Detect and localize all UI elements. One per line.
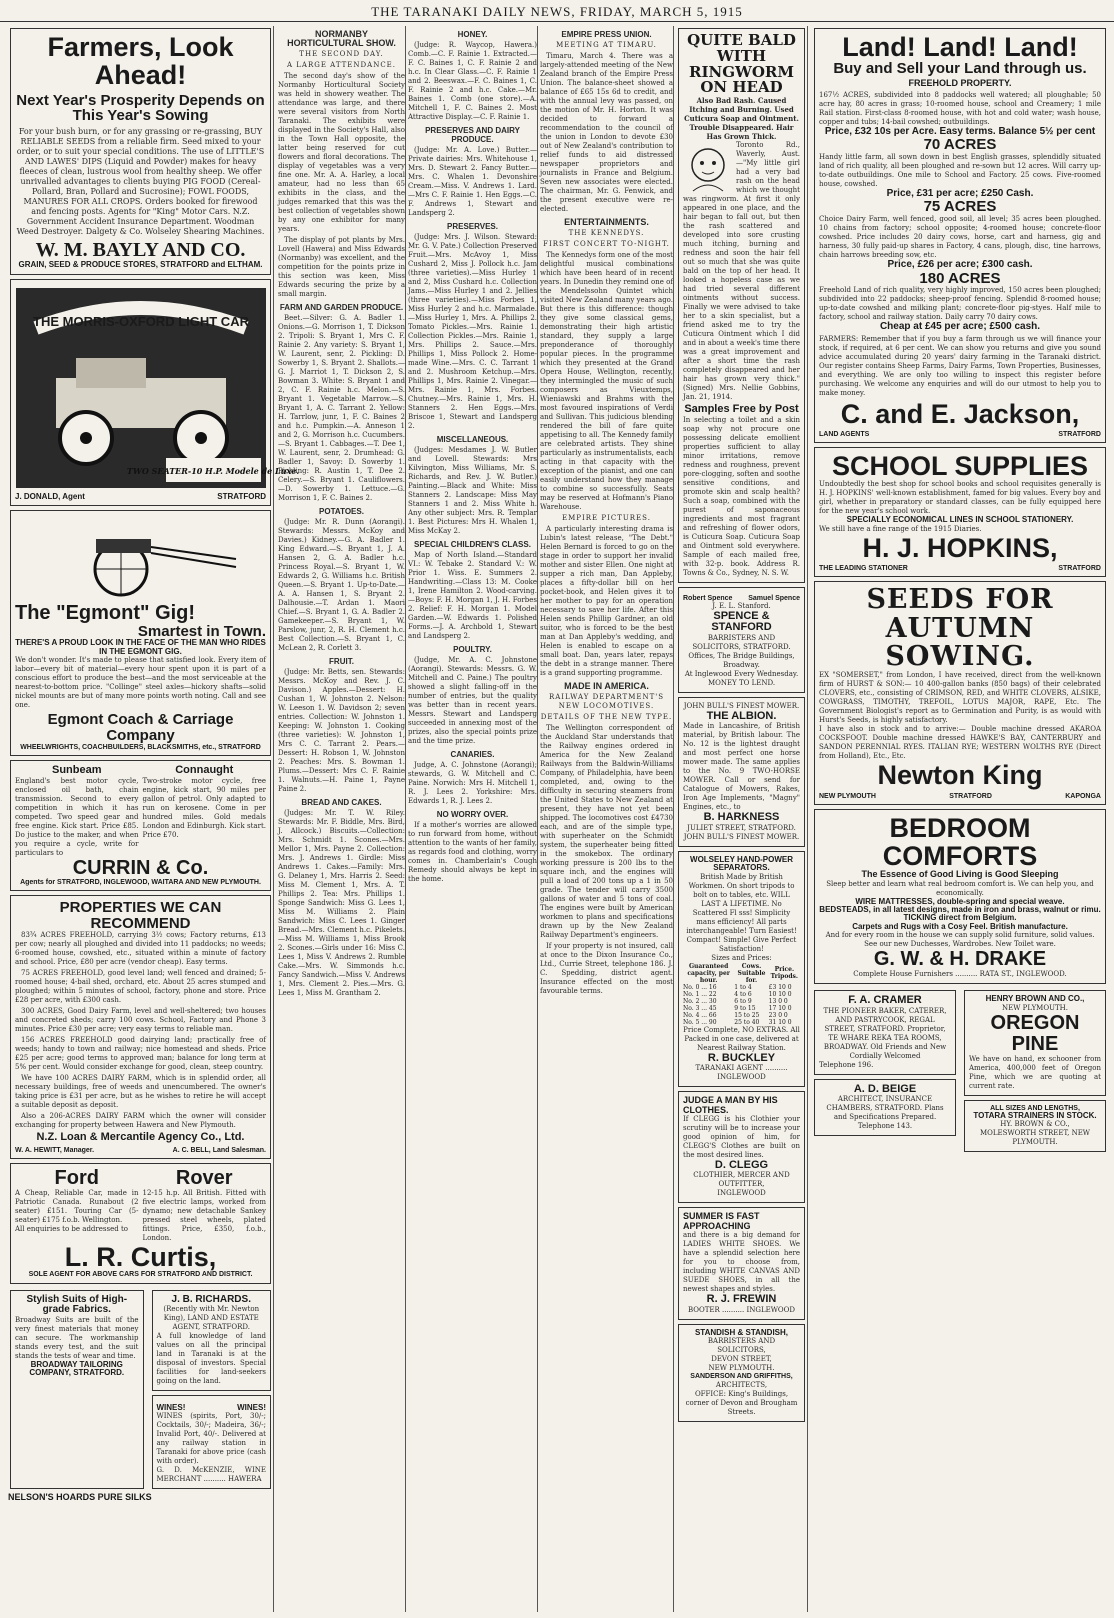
acres-180-heading: 180 ACRES [919, 269, 1001, 287]
ford-body: A Cheap, Reliable Car, made in Patriotic Canada. Runabout (2 seater) £151. Touring Car (5-seater) £175 f.o.b. Wellington. [15, 1188, 139, 1224]
land-p1-price: Price, £32 10s per Acre. Easy terms. Balance 5½ per cent [824, 125, 1096, 137]
acres-75-heading: 75 ACRES [923, 198, 997, 216]
clegg-body: If CLEGG is his Clothier your scrutiny will be to increase your good opinion of him, for CLEGG'S Clothes are built on the most desired lines. [683, 1114, 800, 1159]
sanderson-firm: SANDERSON AND GRIFFITHS, [690, 1373, 793, 1381]
egmont-gig-ad [10, 510, 271, 756]
properties-ad [10, 895, 271, 1159]
hopkins-ad [814, 447, 1106, 577]
seeds-title: SEEDS FOR AUTUMN SOWING. [866, 584, 1054, 672]
henry-name: HENRY BROWN AND CO., [985, 994, 1085, 1004]
honey-heading: HONEY. [457, 30, 488, 39]
standish-firm: STANDISH & STANDISH, [694, 1327, 789, 1337]
gig-sub: Smartest in Town. [137, 622, 266, 640]
kennedys-heading: THE KENNEDYS. [568, 229, 645, 237]
cramer-ad [814, 990, 956, 1075]
horticultural-intro: The second day's show of the Normanby Horticultural Society was held in showery weather. The attendance was large, and there were several visitors from North Taranaki. The exhibits were displayed in the Society's Hall, also in the Town Hall opposite, the latter being reserved for cut flowers and floral decorations. The display of vegetables was a very fine one. Mr. A. A. Harley, a local amateur, had no less than 65 exhibits in the class, and the judges remarked that this was the best collection of vegetables shown by any one exhibitor for many years. [278, 72, 405, 233]
horticultural-sub1: THE SECOND DAY. [299, 50, 384, 58]
bottom-row-c1 [8, 1288, 273, 1494]
wines-merchant: G. D. McKENZIE, WINE MERCHANT .......... HAWERA [156, 1466, 266, 1484]
empire-pictures-heading: EMPIRE PICTURES. [562, 514, 651, 522]
newton-king-town-1: NEW PLYMOUTH [819, 792, 876, 800]
farmers-body: For your bush burn, or for any grassing or re-grassing, BUY RELIABLE SEEDS from a reliable firm. Seed mixed to your order, or to suit your special conditions. The use of LITTLE'S AND LAWES' DIPS (Liquid and Powder) makes for heavy fleeces of clean, lustrous wool from healthy sheep. We offer unrivalled advantages to clients buying PIG FOOD (Cereal-Pollard, Bran, Pollard and Sucrosine); FOWL FOODS, MANURES FOR ALL CROPS. Orders booked for firewood and fencing posts. Agents for "King" Motor Cars. N.Z. Government Accident Insurance Department. Woodman Weed Destroyer. Dalgety & Co. Wolseley Shearing Machines. [16, 127, 265, 237]
canaries-list: Judge, A. C. Johnstone (Aorangi); stewards, G. W. Mitchell and C. Paine. Norwich: Mrs H. Mitchell 1, R. J. Lees 2. Yorkshire: Mrs. Edwards 1, R. J. Lees 2. [408, 761, 537, 805]
farmers-title: Farmers, Look Ahead! [47, 32, 234, 91]
nzloan-firm: N.Z. Loan & Mercantile Agency Co., Ltd. [36, 1131, 245, 1144]
bayly-firm: W. M. BAYLY AND CO. [35, 239, 246, 262]
bedroom-p2: WIRE MATTRESSES, double-spring and special weave. [855, 896, 1065, 906]
gig-lead: THERE'S A PROUD LOOK IN THE FACE OF THE MAN WHO RIDES IN THE EGMONT GIG. [15, 638, 266, 656]
column-1 [8, 26, 299, 1612]
frewin-ad [678, 1207, 805, 1319]
currin-ad [10, 760, 271, 891]
masthead: THE TARANAKI DAILY NEWS, FRIDAY, MARCH 5, 1915 [0, 0, 1114, 22]
table-cell: 1 to 4 [734, 983, 752, 991]
table-cell: £3 10 0 [768, 983, 792, 991]
morris-caption: TWO SEATER-10 H.P. Modele de Luxe. [126, 465, 299, 476]
misc-list: (Judges: Mesdames J. W. Butler and Lovell. Stewards: Mrs Kilvington, Miss Williams, Mr. S. Richards, and Rev. J. W. Butler.) Painting.—Black and White: Miss Stanners 2. Landscape: Miss May Stanners 1 and 2. Miss White h. Any other subject: Mrs. R. Templar 1. Best Pictures: Mrs H. Whalen 1, Miss McKay 2. [408, 446, 537, 535]
currin-agents: Agents for STRATFORD, INGLEWOOD, WAITARA AND NEW PLYMOUTH. [20, 878, 261, 886]
clegg-firm: D. CLEGG [714, 1158, 769, 1171]
press-body: Timaru, March 4. There was a largely-attended meeting of the New Zealand branch of the Empire Press Union. The balance-sheet showed a balance of £65 15s 6d to credit, and with the annual levy was passed, on the motion of Mr. H. Horton. It was decided to forward a recommendation to the council of the union in London to devote £30 out of New Zealand's contribution to relief funds to aid distressed newspaper proprietors and journalists in France and Belgium. Seven new associates were elected. The chairman, Mr. G. Fenwick, and the present executive were re-elected. [540, 52, 673, 213]
cuticura-body: Toronto Rd., Waverly, Aust.—"My little girl had a very bad rash on the head which we thought was ringworm. At first it only appeared in one place, and the hair began to fall out, but then the rash scattered and developed into sore crusting much itching, burning and redness and soon the hair fell out so much that she was quite bald on the top of her head. It looked a hopeless case as we had tried several different ointments without success. Finally we were advised to take her to a skin specialist, but a friend asked me to try the Cuticura Ointment which I did and in about a week's time there was a great improvement and after a short time the rash completely disappeared and her hair has grown very thick." (Signed) Mrs. Nellie Gobbins, Jan. 21, 1914. [683, 141, 800, 401]
property-item: 156 ACRES FREEHOLD good dairying land; practically free of weeds; handy to town and railway; nice homestead and sheds. Price £25 per acre; good terms to approved man; balance for long term at 5% per cent. Would consider exchange for good, clean, steep country. [15, 1036, 266, 1072]
property-item: 75 ACRES FREEHOLD, good level land; well fenced and drained; 5-roomed house; 4-bail shed, orchard, etc. About 25 acres stumped and ploughed; within 5 minutes of school, factory, phone and store. Price £28 per acre, with £300 cash. [15, 969, 266, 1005]
press-sub: MEETING AT TIMARU. [556, 41, 657, 49]
table-cell: 9 to 15 [734, 1004, 756, 1012]
table-row [683, 1005, 800, 1012]
preserves-heading: PRESERVES. [447, 222, 498, 231]
cuticura-title: QUITE BALD WITH RINGWORM ON HEAD [687, 31, 796, 97]
land-p3-price: Price, £26 per acre; £300 cash. [887, 259, 1033, 271]
richards-ad [152, 1290, 272, 1392]
jackson-firm: C. and E. Jackson, [840, 398, 1080, 429]
cramer-name: F. A. CRAMER [848, 994, 922, 1007]
spence-stanford-ad [678, 587, 805, 693]
potatoes-heading: POTATOES. [319, 507, 364, 516]
gig-illustration [41, 519, 241, 599]
lawyer-name-2: Samuel Spence [748, 594, 800, 602]
gig-title: The "Egmont" Gig! [15, 601, 196, 624]
wines-ad [152, 1395, 272, 1489]
children-heading: SPECIAL CHILDREN'S CLASS. [414, 540, 531, 549]
america-sub2: DETAILS OF THE NEW TYPE. [540, 713, 673, 721]
horticultural-article [278, 30, 405, 998]
motorcycles-row [15, 765, 266, 858]
buckley-addr: TARANAKI AGENT .......... INGLEWOOD [695, 1064, 788, 1082]
column-5 [676, 26, 808, 1612]
bedroom-p5: And for every room in the house we can supply solid furniture, solid values. See our new Duchesses, Wardrobes. New Toilet ware. [825, 931, 1095, 949]
entertainments-heading: ENTERTAINMENTS. [564, 217, 649, 227]
ford-title: Ford [54, 1166, 99, 1189]
table-cell: 13 0 0 [768, 997, 788, 1005]
property-item: We have 100 ACRES DAIRY FARM, which is in splendid order, all necessary buildings, free of weeds and unencumbered. The owner's taking price is £31 per acre, but as he wishes to retire he will accept a suitable deposit as deposit. [15, 1074, 266, 1110]
table-cell: 10 10 0 [768, 990, 792, 998]
spence-offices: Offices, The Bridge Buildings, Broadway. [688, 651, 795, 669]
beige-body: ARCHITECT, INSURANCE CHAMBERS, STRATFORD. Plans and Specifications Prepared. Telephone 143. [826, 1095, 944, 1131]
currin-firm: CURRIN & Co. [72, 856, 209, 879]
morris-agent-row [15, 492, 266, 501]
standish-addr: DEVON STREET, [711, 1355, 772, 1364]
bedroom-p3: BEDSTEADS, in all latest designs, made in iron and brass, walnut or rimu. TICKING direct from Belgium. [819, 905, 1101, 923]
morris-town: STRATFORD [217, 491, 266, 501]
horticultural-sub2: A LARGE ATTENDANCE. [286, 61, 397, 69]
drake-ad [814, 809, 1106, 985]
properties-list [15, 931, 266, 1130]
noworry-text: If a mother's worries are allowed to run forward from home, without attention to the wants of her family, as regards food and clothing, worry comes in. Chamberlain's Cough Remedy should always be kept in the home. [408, 821, 537, 883]
standish-role: BARRISTERS AND SOLICITORS, [707, 1337, 776, 1355]
acres-70-heading: 70 ACRES [923, 136, 997, 154]
press-heading: EMPIRE PRESS UNION. [561, 30, 652, 39]
misc-heading: MISCELLANEOUS. [436, 435, 509, 444]
farmers-sub: Next Year's Prosperity Depends on This Year's Sowing [16, 91, 265, 125]
clegg-ad [678, 1091, 805, 1203]
table-row [683, 1019, 800, 1026]
honey-article [408, 30, 537, 884]
drake-firm: G. W. & H. DRAKE [873, 948, 1047, 971]
freehold-heading: FREEHOLD PROPERTY. [908, 78, 1012, 89]
america-sub: RAILWAY DEPARTMENT'S NEW LOCOMOTIVES. [548, 693, 665, 710]
connaught-body: Two-stroke motor cycle, free engine, kick start, 90 miles per gallon of petrol. Only adapted to run on kerosene. Come in per hundred miles. Gold medals London and Edinburgh. Kick start. Price £70. [142, 776, 266, 839]
lawyer-names [683, 595, 800, 602]
samples-title: Samples Free by Post [684, 403, 799, 415]
morris-car-illustration [16, 288, 299, 488]
newton-king-firm: Newton King [877, 760, 1043, 791]
fruit-heading: FRUIT. [329, 657, 354, 666]
albion-body: Made in Lancashire, of British material, by British labour. The No. 12 is the lightest draught and most perfect one horse mower made. The same applies to the No. 9 TWO-HORSE MOWER. Call or send for Catalogue of Mowers, Rakes, Iron Age Implements, "Magny" Engines, etc., to [683, 722, 800, 812]
oregon-body: We have on hand, ex schooner from America, 400,000 feet of Oregon Pine, which we are quoting at current rate. [969, 1054, 1101, 1090]
jackson-town: STRATFORD [1058, 431, 1101, 439]
beige-name: A. D. BEIGE [853, 1082, 917, 1095]
farm-produce-heading: FARM AND GARDEN PRODUCE. [279, 303, 404, 312]
poultry-heading: POULTRY. [453, 645, 492, 654]
fruit-list: (Judge: Mr. Betts, sen. Stewards: Messrs. McKoy and Rev. J. C. Davison.) Apples.—Dessert: H. Cushan 1, W. Johnston 2. Nelson: W. Leeson 1. W. Davidson 2; seven entries. Collection: W. Johnston 1. Keeping: W. Johnston 1. Cooking (three varieties): W. Johnston 1, Mrs C. C. Tarrant 2. Pears.—Dessert: H. Robson 1, W. Johnston 2. Peaches: Mrs. S. Bowman 1. Plums.—Dessert: Mrs C. F. Rainie 1. Walnuts.—H. Paine 1, Payne Paine 2. [278, 668, 405, 793]
clegg-title: JUDGE A MAN BY HIS CLOTHES. [683, 1095, 778, 1115]
connaught-title: Connaught [175, 763, 234, 776]
farm-produce-list: Beet.—Silver: G. A. Badler 1. Onions.—G. Morrison 1, T. Dickson 2. Tripoli: S. Bryant 1, Mrs C. F. Rainie 2. Any variety: S. Bryant 1, W. Laurent, senr, 2. Pickling: D. Sowerby 1, S. Bryant 2. Shallots.—G. J. Marriot 1, T. Dickson 2, S. Bowman 3. White: S. Bryant 1 and 2, C. F. Rainie h.c. Melon.—S. Bryant 1. Vegetable Marrow.—S. Bryant 1, A. C. Tarrant 2. Yellow: H. Tarrlow, junr, 1, F. C. Baines 2 and h.c. Pumpkin.—A. Anneson 1 and 2, G. Morrison h.c. Cucumbers.—S. Bryant 1. Cabbages.—T. Dee 1, W. Laurent, senr, 2. Drumhead: G. Badler 1, Savoy: D. Sowerby 1. Pickling: R. Austin 1, T. Dee 2. Celery.—S. Bryant 1. Cauliflowers.—D. Sowerby 1. Lettuce.—G. Morrison 1, F. C. Baines 2. [278, 314, 405, 502]
harkness-firm: B. HARKNESS [703, 811, 780, 824]
wolseley-title: WOLSELEY HAND-POWER SEPARATORS. [690, 854, 793, 873]
preserves-list: (Judge: Mrs. J. Wilson. Steward: Mr. G. V. Pate.) Collection Preserved Fruit.—Mrs. McAvoy 1, Miss Cushard 2, Miss J. Pollock h.c. Jam (three varieties).—Miss Hurley 1 and 2, Miss Cushard h.c. Collection Jams.—Miss Hurley 1 and 2. Jellies (three varieties).—Miss Forbes 1, Miss Hurley 2 and h.c. Marmalade.—Miss Hurley 1, Mrs. A. Phillips 2. Tomato Pickles.—Mrs. Rainie 1. Collection Pickles.—Mrs. Rainie 1, Mrs. Phillips 2. Sauce.—Mrs. Phillips 1, Miss Pollock 2. Home-made Wine.—Mrs. C. C. Tarrant 1 and 2. Mushroom Ketchup.—Mrs. Phillips 1, Mrs. Rainie 2. Vinegar.—Mrs. Rainie 1, Mrs. Forbes. Chutney.—Mrs. Rainie 1, Mrs. H. Stanners 2. Hen Eggs.—Mrs. Briscoe 1, Stewart and Landsperg 2. [408, 233, 537, 430]
albion-ad [678, 697, 805, 847]
bottom-row-c6 [812, 988, 1108, 1156]
totara-ad [964, 1100, 1106, 1153]
table-row [683, 998, 800, 1005]
standish-town: NEW PLYMOUTH. [708, 1364, 775, 1373]
school-title: SCHOOL SUPPLIES [831, 451, 1089, 482]
bedroom-title: BEDROOM COMFORTS [882, 812, 1038, 871]
sunbeam-body: England's best motor cycle, enclosed oil bath, chain transmission. Second to every competition in which it has competed. Two speed gear and free engine. Kick start. Price £85. Do justice to the maker, and when you require a cycle, write for particulars to [15, 776, 139, 857]
bedroom-sub: The Essence of Good Living is Good Sleeping [861, 869, 1059, 880]
gig-body: We don't wonder. It's made to please that satisfied look. Every item of labor—every bit of material—every hour spent upon it is part of a conscious effort to produce the best—and the most serviceable at the nearest-to-bottom price. "Collinge" steel axles—hickory shafts—solid nickel mounts are but of many more points worth noting. Call and see one. [15, 656, 266, 710]
table-cell: 23 0 0 [768, 1011, 788, 1019]
land-p4-price: Cheap at £45 per acre; £500 cash. [879, 321, 1041, 333]
samples-body: In selecting a toilet and a skin soap why not procure one possessing delicate emollient properties sufficient to allay minor irritations, remove redness and roughness, prevent pore-clogging, soften and soothe sensitive conditions, and promote skin and scalp health? Such a soap, combined with the purest of saponaceous ingredients and most fragrant and refreshing of flower odors, is Cuticura Soap. Cuticura Soap and Ointment sold everywhere. Sample of each mailed free, with 32-p. book. Address R. Towns & Co., Sydney, N. S. W. [683, 415, 800, 577]
table-cell: 31 10 0 [768, 1018, 792, 1026]
bread-heading: BREAD AND CAKES. [301, 798, 382, 807]
wines-title: WINES! [156, 1403, 186, 1413]
poultry-list: (Judge, Mr. A. C. Johnstone (Aorangi). Stewards: Messrs. G. W. Mitchell and C. Paine.) The poultry showed a slight falling-off in the number of entries, but the quality was better than in recent years. Messrs. Stewart and Landsperg succeeded in annexing most of the prizes, also the special points prize and the time prize. [408, 656, 537, 745]
horticultural-p2: The display of pot plants by Mrs. Lovell (Hawera) and Miss Edwards (Normanby) was excellent, and the competition for the points prize in this section was keen, Miss Edwards securing the prize by a small margin. [278, 236, 405, 298]
beige-ad [814, 1079, 956, 1137]
buckley-firm: R. BUCKLEY [707, 1051, 776, 1064]
cramer-phone: Telephone 196. [819, 1060, 874, 1069]
table-header: Cows. Suitable for. [737, 962, 766, 984]
canaries-heading: CANARIES. [450, 750, 495, 759]
table-cell: 17 10 0 [768, 1004, 792, 1012]
hopkins-role: THE LEADING STATIONER [819, 565, 908, 573]
hopkins-town: STRATFORD [1058, 565, 1101, 573]
sanderson-office: OFFICE: King's Buildings, corner of Devon and Brougham Streets. [685, 1389, 798, 1416]
lawyer-name-1: Robert Spence [683, 594, 733, 602]
properties-title: PROPERTIES WE CAN RECOMMEND [59, 898, 222, 932]
sizes-top: ALL SIZES AND LENGTHS, [990, 1104, 1080, 1112]
honey-list: (Judge: R. Waycop, Hawera.) Comb.—C. F. Rainie 1. Extracted.—F. C. Baines 1, C. F. Rainie 2 and h.c. In Clear Glass.—C. F. Rainie 1 and 2. Beeswax.—F. C. Baines 1, C. F. Rainie 2 and h.c. Cake.—Mr. Baines 1. Comb (one store).—A. Mitchell 1, F. C. Baines 2. Most Attractive Display.—C. F. Rainie 1. [408, 41, 537, 121]
nzloan-salesman: A. C. BELL, Land Salesman. [172, 1146, 266, 1154]
table-cell: 15 to 25 [734, 1011, 760, 1019]
rover-body: 12-15 h.p. All British. Fitted with five electric lamps, worked from dynamo; new detachable Sankey pressed steel wheels, plated fittings. Price, £350, f.o.b., London. [142, 1188, 266, 1242]
oregon-title: OREGON PINE [990, 1011, 1080, 1055]
america-heading: MADE IN AMERICA. [564, 681, 649, 691]
land-p4: Freehold Land of rich quality, very highly improved, 150 acres been ploughed; subdivided into 22 paddocks; sheep-proof fencing. Splendid 8-roomed house; up-to-date cowshed and milking plant; concrete-floor pig-styes. Half mile to factory, school and railway station. Daily carry 70 dairy cows. [819, 286, 1101, 322]
column-6 [812, 26, 1108, 1612]
curtis-ad [10, 1163, 271, 1284]
broadway-firm: BROADWAY TAILORING COMPANY, STRATFORD. [29, 1359, 125, 1377]
albion-top: JOHN BULL'S FINEST MOWER. [683, 701, 800, 710]
wolseley-price: Price Complete, NO EXTRAS. All Packed in one case, delivered at Nearest Railway Station. [683, 1025, 800, 1052]
kennedys-sub: FIRST CONCERT TO-NIGHT. [543, 240, 670, 248]
frewin-role: BOOTER .......... INGLEWOOD [687, 1305, 796, 1314]
summer-title: SUMMER IS FAST APPROACHING [683, 1211, 760, 1231]
summer-body: and there is a big demand for LADIES WHITE SHOES. We have a splendid selection here for you to choose from, including WHITE CANVAS AND SUEDE SHOES, in all the newest shapes and styles. [683, 1231, 800, 1294]
cramer-body: THE PIONEER BAKER, CATERER, AND PASTRYCOOK, REGAL STREET, STRATFORD. Proprietor, TE WHARE REKA TEA ROOMS, BROADWAY. Old Friends and New Cordially Welcomed [823, 1006, 947, 1060]
standish-ad [678, 1324, 805, 1422]
nelsons-ad: NELSON'S HOARDS PURE SILKS [8, 1492, 152, 1503]
totara-title: TOTARA STRAINERS IN STOCK. [973, 1111, 1097, 1120]
ford-cta: All enquiries to be addressed to [15, 1224, 128, 1233]
totara-firm: HY. BROWN & CO., [1000, 1120, 1070, 1129]
children-list: Map of North Island.—Standard VI.: W. Tebake 2. Standard V.: W. Prior 1. Wiss. E. Summers 2. Handwriting.—Class 13: M. Cooke 1, Irene Hamilton 2. Wood-carving.—Boys: F. H. Morgan 1, J. H. Forbes 2. Relief: F. H. Morgan 1. Model Garden.—W. Edwards 1. Polished Forms.—J. A. Archbold 1, Stewart and Landsperg 2. [408, 551, 537, 640]
egmont-firm: Egmont Coach & Carriage Company [47, 711, 234, 744]
newton-king-town-3: KAPONGA [1065, 792, 1101, 800]
stylish-body: Broadway Suits are built of the very finest materials that money can secure. The workmanship stands every test, and the suit stands the tests of wear and time. [15, 1315, 139, 1360]
harkness-addr: JULIET STREET, STRATFORD. [687, 823, 796, 832]
wolseley-sizes: Sizes and Prices: [711, 953, 772, 962]
spence-inglewood: At Inglewood Every Wednesday. [684, 669, 799, 678]
table-row [683, 1012, 800, 1019]
column-3 [408, 26, 538, 1612]
richards-body: A full knowledge of land values on all the principal land in Taranaki is at the disposal of investors. Special facilities for land-seekers going on the land. [156, 1332, 266, 1386]
school-range: We still have a fine range of the 1915 Diaries. [819, 524, 982, 533]
lawyer-name-3: J. E. L. Stanford. [712, 601, 771, 610]
spence-firm: SPENCE & STANFORD [711, 609, 772, 634]
wolseley-price-table [683, 963, 800, 1026]
table-cell: No. 1 ... 22 [683, 990, 717, 998]
child-portrait-illustration [683, 143, 733, 193]
cuticura-sub: Also Bad Rash. Caused Itching and Burning. Used Cuticura Soap and Ointment. Trouble Disappeared. Hair Has Grown Thick. [684, 96, 799, 141]
table-row [683, 984, 800, 991]
table-cell: No. 3 ... 45 [683, 1004, 717, 1012]
america-body: The Wellington correspondent of the Auckland Star understands that the Railway engines ordered in America for the New Zealand Railways from the Baldwin-Williams Company, of Philadelphia, have been completed, and, owing to the difficulty in securing steamers from the United States to New Zealand at present, they have not yet been shipped. The locomotives cost £4730 each, and are of the simple type, with superheater on the Schmidt system, the superheater being fitted in the smokebox. The ordinary working pressure is 200 lbs to the square inch, and the engines will pull a load of 200 tons up a 1 in 50 grade. The tender will carry 3500 gallons of water and 5 tons of coal. The engines were built by American workmen to plans and specifications drawn up by the New Zealand Railway Department's engineers. [540, 724, 673, 939]
property-item: Also a 206-ACRES DAIRY FARM which the owner will consider exchanging for property between Hawera and New Plymouth. [15, 1112, 266, 1130]
egmont-firm-sub: WHEELWRIGHTS, COACHBUILDERS, BLACKSMITHS, etc., STRATFORD [20, 743, 261, 751]
table-cell: No. 0 ... 16 [683, 983, 717, 991]
dairy-list: (Judge: Mr. A. Love.) Butter.—Private dairies: Mrs. Whitehouse 1, Mrs. D. Stewart 2. Fancy Butter.—Mrs. C. Whalen 1. Devonshire Cream.—Miss. V. Andrews 1. Lard.—Mrs C. F. Rainie 1. Hen Eggs.—C. F. Andrews 1, Stewart and Landsperg 2. [408, 146, 537, 217]
stylish-title: Stylish Suits of High-grade Fabrics. [26, 1293, 128, 1316]
henry-brown-ad [964, 990, 1106, 1095]
spence-role: BARRISTERS AND SOLICITORS, STRATFORD. [692, 633, 791, 651]
hopkins-firm: H. J. HOPKINS, [862, 532, 1058, 563]
land-p2: Handy little farm, all sown down in best English grasses, splendidly situated land of rich quality, all been ploughed and re-sown but 12 acres. Will carry up-to-date outbuildings. One mile to School and Factory. 25 cows. Five-roomed house, cowshed. [819, 152, 1101, 188]
wines-title-2: WINES! [237, 1403, 266, 1413]
school-body: Undoubtedly the best shop for school books and school requisites generally is H. J. HOPKINS' well-known establishment, famed for big values. Every boy and girl, whether in preparatory or standard classes, can be fully equipped here for the new year's school work. [819, 480, 1101, 516]
nzloan-manager: W. A. HEWITT, Manager. [15, 1146, 95, 1154]
curtis-firm: L. R. Curtis, [64, 1241, 217, 1272]
land-p2-price: Price, £31 per acre; £250 Cash. [886, 187, 1034, 199]
clegg-town: INGLEWOOD [717, 1189, 766, 1198]
noworry-heading: NO WORRY OVER. [436, 810, 509, 819]
newton-king-town-2: STRATFORD [949, 792, 992, 800]
jackson-land-ad [814, 28, 1106, 443]
column-2 [278, 26, 406, 1612]
wolseley-body: British Made by British Workmen. On short tripods to bolt on to tables, etc. WILL LAST A LIFETIME. No Scattered Fl sss! Simplicity mans efficiency! All parts interchangeable! Turn Easiest! Compact! Simple! Give Perfect Satisfaction! [686, 872, 797, 953]
jackson-agents: LAND AGENTS [819, 431, 870, 439]
dairy-heading: PRESERVES AND DAIRY PRODUCE. [425, 126, 520, 144]
spence-money: MONEY TO LEND. [707, 678, 776, 687]
seeds-p1: EX "SOMERSET," from London, I have received, direct from the well-known firm of HURST & SON:— 10 400-gallon banks (850 bags) of their celebrated CLOVERS, etc., consisting of CRIMSON, RED, and WHITE CLOVERS, ALSIKE, COWGRASS, TIMOTHY, TREFOIL, LOTUS MAJOR, RAPE, Etc. The Government Biologist's report as to Germination and Purity, is as would with Hurst's Seeds, is highly satisfactory. [819, 671, 1101, 725]
broadway-ad [10, 1290, 144, 1490]
bayly-sub: GRAIN, SEED & PRODUCE STORES, STRATFORD and ELTHAM. [18, 260, 263, 270]
jackson-footer [819, 431, 1101, 438]
land-sub: Buy and Sell your Land through us. [833, 60, 1087, 78]
bedroom-p1: Sleep better and learn what real bedroom comfort is. We can help you, and economically. [826, 879, 1094, 897]
curtis-sub: SOLE AGENT FOR ABOVE CARS FOR STRATFORD AND DISTRICT. [28, 1271, 253, 1279]
sunbeam-title: Sunbeam [51, 763, 102, 776]
wines-title-row [157, 1403, 267, 1412]
rover-title: Rover [175, 1166, 233, 1189]
hopkins-footer [819, 565, 1101, 572]
albion-bottom: JOHN BULL'S FINEST MOWER. [683, 832, 800, 841]
column-4 [540, 26, 674, 1612]
richards-name: J. B. RICHARDS. [171, 1293, 251, 1305]
cuticura-ad [678, 28, 805, 583]
sanderson-role: ARCHITECTS, [715, 1380, 768, 1389]
morris-title: THE MORRIS-OXFORD LIGHT CAR [32, 313, 249, 329]
ford-rover-row [15, 1168, 266, 1243]
insurance-note: If your property is not insured, call at once to the Dixon Insurance Co., Ltd., Currie Street, telephone 186. J. C. Spedding, district agent. Insurance effected on the most favourable terms. [540, 942, 673, 995]
kennedys-body: The Kennedys form one of the most delightful musical combinations which have been heard of in recent years. In Dunedin they remind one of the Mendelssohn Quintet which visited New Zealand many years ago. But there is this difference: though they give some classical gems, demonstrating their high artistic standard, they supply a large preponderance of thoroughly popular pieces. In the programme which they presented at the Grand Opera House, Wellington, recently, they intermingled the music of such composers as Vieuxtemps, Wieniawski and Brahms with the most favoured inspirations of Verdi and Sullivan. This judicious blending rendered the bill of fare quite appetising to all. The Kennedy family are celebrated artists. They shine particularly as instrumentalists, each acting in that capacity with the exception of the pianist, and one can easily understand how they manage to combine so successfully. Seats may be reserved at Hofmann's Piano Warehouse. [540, 251, 673, 511]
bread-list: (Judges: Mr. T. W. Riley. Stewards: Mr. F. Biddle, Mrs. Bird, J. Allcock.) Biscuits.—Collection: Mrs. Schmidt 1. Scones.—Mrs. Mellor 1, Mrs. Payne 2. Collection: Mrs. J. Andrews 1. Girdle: Miss Andrews 1. Cakes.—Family: Mrs. G. Delaney 1, Mrs. Harris 2. Seed: Miss M. Clement 1, Mrs. A. T. Phillips 2. Tea: Mrs. Phillips 1. Sponge Sandwich: Miss G. Lees 1, Miss M. Williams 2. Plain Sandwich: Miss C. Lees 1. Ginger Bread.—Mrs. Clement h.c. Pikelets.—Miss M. Williams 1, Miss Brook 2. Scones.—Girls under 16: Miss C. Lees 1, Miss V. Andrews 2. Rumble Cake.—Mrs. W. Simmonds h.c. Fancy Sandwich.—Miss V. Andrews 1, Mrs. Clement 2. Pies.—Mrs. G. Lees 1, Miss M. Grantham 2. [278, 809, 405, 997]
morris-agent: J. DONALD, Agent [15, 491, 85, 501]
table-cell: No. 5 ... 90 [683, 1018, 717, 1026]
table-cell: No. 4 ... 66 [683, 1011, 717, 1019]
newton-king-towns [819, 793, 1101, 800]
table-cell: 25 to 40 [734, 1018, 760, 1026]
bedroom-p4: Carpets and Rugs with a Cosy Feel. British manufacture. [852, 921, 1068, 931]
land-p3: Choice Dairy Farm, well fenced, good soil, all level; 35 acres been ploughed. 10 chains from factory; school opposite; 4-roomed house; concrete-floor cowshed. Price includes 20 dairy cows, horse, cart and harness, gig and harness, 30 fully paid-up shares in Factory, 4 cans, plough, disc, tine harrows, chain harrows breeding sow, etc. [819, 215, 1101, 260]
property-item: 300 ACRES, Good Dairy Farm, level and well-sheltered; two houses and concreted sheds; carry 100 cows. School, Factory and Phone 3 minutes. Price £30 per acre; very easy terms to reliable man. [15, 1007, 266, 1034]
wines-body: WINES (spirits, Port, 30/-; Cocktails, 30/-; Madeira, 36/-; Invalid Port, 40/-. Delivered at any railway station in Taranaki for above price (cash with order). [156, 1412, 266, 1466]
totara-addr: MOLESWORTH STREET, NEW PLYMOUTH. [979, 1129, 1090, 1147]
henry-town: NEW PLYMOUTH. [1002, 1003, 1068, 1012]
richards-role: (Recently with Mr. Newton King), LAND AND ESTATE AGENT, STRATFORD. [163, 1305, 260, 1332]
table-header: Price. Tripods. [770, 966, 798, 981]
table-header: Guaranteed capacity, per hour. [687, 962, 730, 984]
land-p1: 167½ ACRES, subdivided into 8 paddocks well watered; all ploughable; 50 acre hay, 80 acres in grass; 10-roomed house, school and Creamery; 1 mile Rail station. First-class 8-roomed house, with hot and cold water; wash house, copper and tubs; 14-bail cowshed; outbuildings. [819, 90, 1101, 126]
table-cell: 6 to 9 [734, 997, 752, 1005]
frewin-firm: R. J. FREWIN [706, 1293, 777, 1306]
table-row [683, 991, 800, 998]
newton-king-ad [814, 581, 1106, 804]
table-cell: 4 to 6 [734, 990, 752, 998]
nzloan-staff [15, 1147, 266, 1154]
land-title: Land! Land! Land! [842, 32, 1078, 62]
farmers-ad [10, 28, 271, 275]
drake-role: Complete House Furnishers .......... RATA ST., INGLEWOOD. [853, 970, 1067, 979]
seeds-p2: I have also in stock and to arrive:— Double machine dressed AKAROA COCKSFOOT. Double machine dressed HAWKE'S BAY, CANTERBURY and SANDON PERENNIAL RYES. ITALIAN RYE; WESTERN WOLTHS RYE (Direct from Holland), Etc., Etc. [819, 725, 1101, 761]
wolseley-ad [678, 851, 805, 1087]
land-farmers-note: FARMERS: Remember that if you buy a farm through us we will finance your stock, if required, at 6 per cent. We can show you returns and give you sound advice accumulated during 20 years' dairy farming in the Taranaki district. Our register contains Sheep Farms, Dairy Farms, Town Properties, Businesses, and everything. We are only too willing to inspect this register before purchasing. We welcome any enquiries and will do our utmost to help you to make money. [819, 334, 1101, 397]
property-item: 83¾ ACRES FREEHOLD, carrying 3½ cows; Factory returns, £13 per cow; nearly all ploughed and divided into 11 paddocks; no weeds; 6-roomed house, cowshed, etc., situated within a minute of factory and school. Price, £80 per acre (vendor cheap). Easy terms. [15, 931, 266, 967]
empire-pictures-body: A particularly interesting drama is Lubin's latest release, "The Debt." Helen Bernard is forced to go on the stage in order to support her invalid mother and sister Ellen. One night at supper a rich man, Dan Appleby, places a fifty-dollar bill on her pocket-book, and Helen gives it to her mother to pay for an operation necessary to save her life. After this Helen sends Phillip Gardner, an old suitor, who is forced to be the best man at Dan Appleby's wedding, and Helen is enabled to escape on a small boat. Dan, years later, repays the debt in a strange manner. There is a grand supporting programme. [540, 525, 673, 677]
press-article [540, 30, 673, 996]
morris-ad [10, 279, 299, 506]
table-cell: No. 2 ... 30 [683, 997, 717, 1005]
school-lines: SPECIALLY ECONOMICAL LINES IN SCHOOL STATIONERY. [846, 515, 1074, 525]
albion-title: THE ALBION. [706, 709, 777, 722]
potatoes-list: (Judge: Mr. R. Dunn (Aorangi). Stewards: Messrs. McKoy and Davies.) Kidney.—G. A. Badler 1. King Edward.—S. Bryant 1, J. A. Hansen 2, G. A. Badler h.c. Princess Royal.—S. Bryant 1, W. Edwards 2, G. Williams h.c. British Queen.—S. Bryant 1. Up-to-Date.—A. A. Hansen 1, S. Bryant 2. Dalhousie.—T. Ardan 1. Maori Chief.—S. Bryant 1, G. A. Badler 2. Gamekeeper.—S. Bryant 1, W. Parslow, junr, 2, R. H. Clement h.c. Best Collection.—S. Bryant 1, C. McLean 2, R. Corlett 3. [278, 518, 405, 652]
clegg-role: CLOTHIER, MERCER AND OUTFITTER, [693, 1171, 790, 1189]
horticultural-title: NORMANBY HORTICULTURAL SHOW. [287, 29, 396, 48]
